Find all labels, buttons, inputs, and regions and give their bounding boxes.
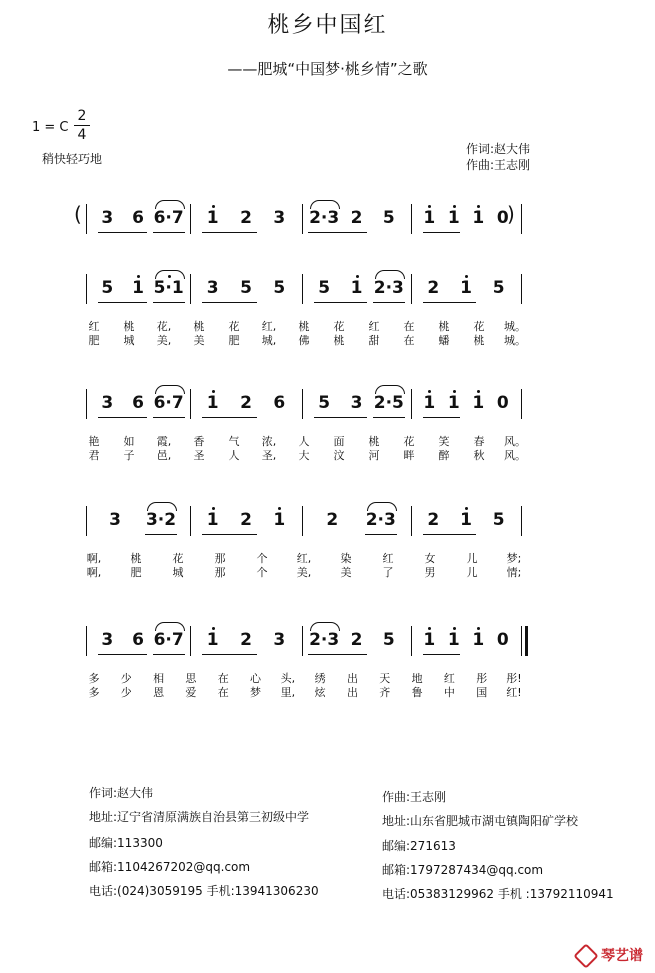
jianpu-note: 1	[423, 630, 436, 650]
lyric-char: 城	[123, 334, 135, 347]
lyric-char: 天	[379, 672, 391, 685]
footer-left-phone: 电话:(024)3059195 手机:13941306230	[89, 884, 319, 898]
beat-underline	[153, 302, 185, 303]
beat-underline	[314, 302, 367, 303]
lyric-char: 红	[443, 672, 455, 685]
beat-underline	[98, 302, 147, 303]
jianpu-note: 1	[350, 278, 363, 298]
lyric-char: 艳	[88, 435, 100, 448]
jianpu-note: 2	[350, 208, 363, 228]
beat-underline	[202, 417, 257, 418]
lyric-char: 儿	[466, 566, 478, 579]
footer-left-address: 地址:辽宁省清原满族自治县第三初级中学	[89, 810, 310, 824]
lyric-char: 甜	[368, 334, 380, 347]
lyric-char: 风。	[504, 435, 526, 448]
lyric-char: 头,	[280, 672, 296, 685]
lyric-char: 了	[382, 566, 394, 579]
slur-mark	[375, 385, 405, 394]
beat-underline	[423, 417, 460, 418]
lyric-char: 在	[403, 334, 415, 347]
beat-underline	[423, 302, 476, 303]
bar-line	[190, 626, 191, 656]
lyric-char: 子	[123, 449, 135, 462]
jianpu-note: 1	[447, 393, 460, 413]
slur-mark	[147, 502, 177, 511]
jianpu-note: 3	[109, 510, 121, 530]
lyric-char: 情;	[506, 566, 522, 579]
jianpu-note: 6	[273, 393, 286, 413]
footer-left-postcode: 邮编:113300	[89, 836, 163, 850]
beat-underline	[423, 654, 460, 655]
beat-underline	[373, 417, 405, 418]
lyric-char: 齐	[379, 686, 391, 699]
lyric-char: 圣,	[261, 449, 277, 462]
beat-underline	[314, 232, 367, 233]
lyric-char: 桃	[333, 334, 345, 347]
meter-top: 2	[77, 108, 87, 124]
bar-line	[190, 506, 191, 536]
lyric-char: 啊,	[86, 566, 102, 579]
close-paren: )	[507, 202, 515, 226]
footer-right-email: 邮箱:1797287434@qq.com	[382, 863, 544, 877]
key-signature: 1 = C	[32, 120, 69, 135]
lyric-char: 人	[298, 435, 310, 448]
lyric-char: 人	[228, 449, 240, 462]
footer-left-lyricist: 作词:赵大伟	[89, 786, 154, 800]
bar-line	[302, 274, 303, 304]
lyric-char: 地	[411, 672, 423, 685]
footer-left-email: 邮箱:1104267202@qq.com	[89, 860, 251, 874]
octave-dot	[453, 205, 456, 208]
jianpu-note: 1	[273, 510, 286, 530]
lyric-char: 红	[368, 320, 380, 333]
lyric-char: 女	[424, 552, 436, 565]
bar-line	[521, 274, 522, 304]
lyric-char: 肥	[228, 334, 240, 347]
lyric-char: 风。	[504, 449, 526, 462]
lyric-char: 心	[250, 672, 262, 685]
jianpu-note: 1	[472, 630, 485, 650]
jianpu-note: 3	[350, 393, 363, 413]
octave-dot	[465, 507, 468, 510]
jianpu-note: 5	[492, 510, 505, 530]
jianpu-note: 2	[427, 278, 440, 298]
lyric-char: 桃	[473, 334, 485, 347]
bar-line	[86, 204, 87, 234]
beat-underline	[202, 232, 257, 233]
beat-underline	[98, 232, 147, 233]
lyric-char: 儿	[466, 552, 478, 565]
octave-dot	[465, 275, 468, 278]
lyric-char: 相	[153, 672, 165, 685]
lyric-char: 出	[346, 672, 358, 685]
jianpu-note: 2	[240, 208, 252, 228]
jianpu-note: 2·5	[373, 393, 404, 413]
beat-underline	[153, 232, 185, 233]
lyric-char: 城。	[504, 334, 526, 347]
jianpu-note: 2·3	[365, 510, 396, 530]
lyric-char: 汶	[333, 449, 345, 462]
lyric-char: 少	[120, 672, 132, 685]
slur-mark	[155, 622, 185, 631]
lyric-char: 河	[368, 449, 380, 462]
jianpu-note: 5	[273, 278, 286, 298]
jianpu-note: 2	[350, 630, 363, 650]
lyric-char: 城,	[261, 334, 277, 347]
lyric-char: 啊,	[86, 552, 102, 565]
lyric-char: 肥	[88, 334, 100, 347]
slur-mark	[310, 622, 340, 631]
jianpu-note: 1	[447, 630, 460, 650]
lyric-char: 气	[228, 435, 240, 448]
bar-line	[521, 204, 522, 234]
jianpu-note: 5	[318, 278, 331, 298]
slur-mark	[155, 200, 185, 209]
lyric-char: 笑	[438, 435, 450, 448]
lyric-char: 红	[382, 552, 394, 565]
lyric-char: 炫	[314, 686, 326, 699]
jianpu-note: 5	[240, 278, 252, 298]
footer-right-address: 地址:山东省肥城市湖屯镇陶阳矿学校	[382, 814, 579, 828]
lyric-char: 春	[473, 435, 485, 448]
open-paren: (	[74, 202, 82, 226]
beat-underline	[365, 534, 397, 535]
octave-dot	[356, 275, 359, 278]
jianpu-note: 0	[496, 208, 509, 228]
lyric-char: 恩	[153, 686, 165, 699]
lyric-char: 思	[185, 672, 197, 685]
beat-underline	[145, 534, 177, 535]
jianpu-note: 2·3	[309, 630, 340, 650]
jianpu-note: 5·1	[153, 278, 184, 298]
lyric-char: 出	[346, 686, 358, 699]
jianpu-note: 1	[472, 393, 485, 413]
lyric-char: 君	[88, 449, 100, 462]
jianpu-note: 3	[101, 208, 114, 228]
bar-line	[411, 274, 412, 304]
jianpu-note: 1	[206, 208, 219, 228]
beat-underline	[202, 534, 257, 535]
lyric-char: 美	[340, 566, 352, 579]
slur-mark	[375, 270, 405, 279]
bar-line	[521, 626, 522, 656]
jianpu-note: 1	[472, 208, 485, 228]
beat-underline	[98, 417, 147, 418]
bar-line	[86, 274, 87, 304]
bar-line	[190, 204, 191, 234]
bar-line	[411, 506, 412, 536]
lyric-char: 国	[476, 686, 488, 699]
lyric-char: 桃	[298, 320, 310, 333]
octave-dot	[212, 390, 215, 393]
lyric-char: 美,	[156, 334, 172, 347]
lyric-char: 浓,	[261, 435, 277, 448]
meter-line	[74, 125, 90, 126]
bar-line	[411, 204, 412, 234]
slur-mark	[310, 200, 340, 209]
jianpu-note: 2·3	[373, 278, 404, 298]
lyric-char: 美,	[296, 566, 312, 579]
logo-text: 琴艺谱	[601, 948, 643, 964]
lyric-char: 花	[403, 435, 415, 448]
bar-line	[521, 389, 522, 419]
lyric-char: 里,	[280, 686, 296, 699]
beat-underline	[314, 417, 367, 418]
lyric-char: 在	[217, 686, 229, 699]
lyric-char: 桃	[438, 320, 450, 333]
beat-underline	[98, 654, 147, 655]
jianpu-note: 1	[447, 208, 460, 228]
octave-dot	[453, 627, 456, 630]
jianpu-note: 6	[132, 630, 144, 650]
lyric-char: 桃	[193, 320, 205, 333]
lyric-char: 花,	[156, 320, 172, 333]
lyric-char: 绣	[314, 672, 326, 685]
jianpu-note: 6·7	[153, 393, 184, 413]
slur-mark	[155, 270, 185, 279]
lyric-char: 多	[88, 686, 100, 699]
lyric-char: 那	[214, 552, 226, 565]
lyric-char: 佛	[298, 334, 310, 347]
jianpu-note: 1	[423, 393, 436, 413]
beat-underline	[314, 654, 367, 655]
jianpu-note: 1	[132, 278, 144, 298]
lyric-char: 桃	[123, 320, 135, 333]
lyricist-credit: 作词:赵大伟	[466, 142, 531, 156]
bar-line	[411, 626, 412, 656]
lyric-char: 个	[256, 552, 268, 565]
lyric-char: 少	[120, 686, 132, 699]
lyric-char: 面	[333, 435, 345, 448]
lyric-char: 肥	[130, 566, 142, 579]
beat-underline	[373, 302, 405, 303]
lyric-char: 桃	[130, 552, 142, 565]
jianpu-note: 2	[240, 630, 252, 650]
jianpu-note: 5	[492, 278, 505, 298]
lyric-char: 在	[403, 320, 415, 333]
meter-bottom: 4	[77, 127, 87, 143]
jianpu-note: 5	[318, 393, 331, 413]
jianpu-note: 1	[206, 510, 219, 530]
lyric-char: 红	[88, 320, 100, 333]
jianpu-note: 3	[206, 278, 219, 298]
jianpu-note: 3	[273, 630, 286, 650]
octave-dot	[212, 627, 215, 630]
jianpu-note: 2	[326, 510, 339, 530]
lyric-char: 花	[172, 552, 184, 565]
octave-dot	[453, 390, 456, 393]
bar-line	[302, 389, 303, 419]
jianpu-note: 6	[132, 208, 144, 228]
footer-right-postcode: 邮编:271613	[382, 839, 456, 853]
lyric-char: 在	[217, 672, 229, 685]
jianpu-note: 3	[101, 393, 114, 413]
jianpu-note: 6·7	[153, 630, 184, 650]
lyric-char: 染	[340, 552, 352, 565]
beat-underline	[202, 654, 257, 655]
bar-line	[521, 506, 522, 536]
jianpu-note: 5	[382, 208, 395, 228]
jianpu-note: 3	[273, 208, 286, 228]
lyric-char: 蟠	[438, 334, 450, 347]
jianpu-note: 6	[132, 393, 144, 413]
bar-line	[411, 389, 412, 419]
slur-mark	[367, 502, 397, 511]
composer-credit: 作曲:王志刚	[466, 158, 531, 172]
lyric-char: 畔	[403, 449, 415, 462]
bar-line	[190, 389, 191, 419]
jianpu-note: 0	[496, 393, 509, 413]
beat-underline	[202, 302, 257, 303]
lyric-char: 鲁	[411, 686, 423, 699]
jianpu-note: 1	[460, 278, 472, 298]
bar-line	[190, 274, 191, 304]
bar-line	[302, 204, 303, 234]
octave-dot	[212, 507, 215, 510]
footer-right-composer: 作曲:王志刚	[382, 790, 447, 804]
beat-underline	[153, 654, 185, 655]
logo-icon	[573, 943, 598, 968]
jianpu-note: 2	[240, 393, 252, 413]
song-title: 桃乡中国红	[267, 13, 388, 38]
octave-dot	[137, 275, 140, 278]
lyric-char: 个	[256, 566, 268, 579]
lyric-char: 霞,	[156, 435, 172, 448]
lyric-char: 梦	[250, 686, 262, 699]
jianpu-note: 2·3	[309, 208, 340, 228]
bar-line	[86, 506, 87, 536]
jianpu-note: 0	[496, 630, 509, 650]
bar-line	[302, 626, 303, 656]
jianpu-note: 6·7	[153, 208, 184, 228]
song-subtitle: ——肥城“中国梦·桃乡情”之歌	[227, 60, 428, 78]
lyric-char: 花	[333, 320, 345, 333]
lyric-char: 城。	[504, 320, 526, 333]
jianpu-note: 3·2	[145, 510, 177, 530]
lyric-char: 红,	[261, 320, 277, 333]
lyric-char: 彤!	[506, 672, 522, 685]
jianpu-note: 5	[101, 278, 114, 298]
slur-mark	[155, 385, 185, 394]
jianpu-note: 1	[460, 510, 472, 530]
beat-underline	[423, 232, 460, 233]
lyric-char: 那	[214, 566, 226, 579]
jianpu-note: 2	[427, 510, 440, 530]
jianpu-note: 3	[101, 630, 114, 650]
lyric-char: 中	[443, 686, 455, 699]
lyric-char: 美	[193, 334, 205, 347]
lyric-char: 桃	[368, 435, 380, 448]
lyric-char: 爱	[185, 686, 197, 699]
lyric-char: 醉	[438, 449, 450, 462]
lyric-char: 红!	[506, 686, 522, 699]
lyric-char: 花	[473, 320, 485, 333]
lyric-char: 大	[298, 449, 310, 462]
lyric-char: 彤	[476, 672, 488, 685]
bar-line	[302, 506, 303, 536]
lyric-char: 秋	[473, 449, 485, 462]
lyric-char: 香	[193, 435, 205, 448]
tempo-marking: 稍快轻巧地	[42, 152, 103, 166]
jianpu-note: 2	[240, 510, 252, 530]
jianpu-note: 1	[423, 208, 436, 228]
lyric-char: 梦;	[506, 552, 522, 565]
jianpu-note: 1	[206, 630, 219, 650]
time-signature	[74, 108, 90, 143]
bar-line	[86, 626, 87, 656]
beat-underline	[423, 534, 476, 535]
jianpu-note: 1	[206, 393, 219, 413]
octave-dot	[212, 205, 215, 208]
lyric-char: 邑,	[156, 449, 172, 462]
lyric-char: 红,	[296, 552, 312, 565]
jianpu-note: 5	[382, 630, 395, 650]
lyric-char: 圣	[193, 449, 205, 462]
lyric-char: 如	[123, 435, 135, 448]
lyric-char: 城	[172, 566, 184, 579]
lyric-char: 男	[424, 566, 436, 579]
final-bar-line	[525, 626, 528, 656]
bar-line	[86, 389, 87, 419]
site-logo	[577, 945, 643, 965]
footer-right-phone: 电话:05383129962 手机 :13792110941	[382, 887, 614, 901]
lyric-char: 花	[228, 320, 240, 333]
beat-underline	[153, 417, 185, 418]
lyric-char: 多	[88, 672, 100, 685]
